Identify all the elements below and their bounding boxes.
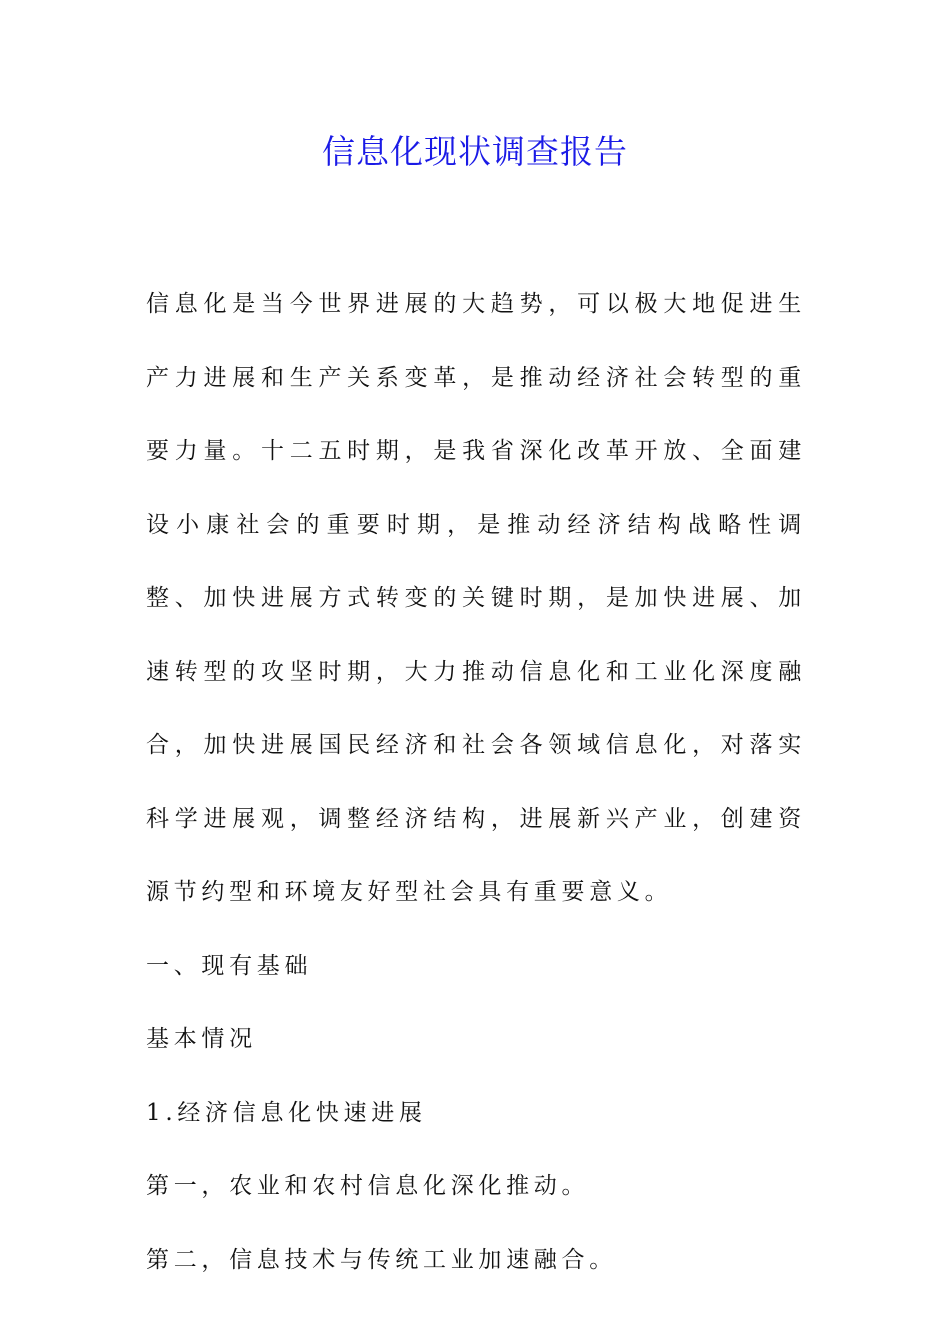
- point-line: 第一，农业和农村信息化深化推动。: [146, 1173, 590, 1199]
- section-heading: 一、现有基础: [146, 952, 313, 979]
- subsection-heading: 基本情况: [146, 1026, 257, 1052]
- document-title: 信息化现状调查报告: [322, 132, 628, 171]
- point-line: 第二，信息技术与传统工业加速融合。: [146, 1246, 617, 1273]
- item-heading: 1.经济信息化快速进展: [146, 1099, 427, 1126]
- document-body: [146, 268, 806, 1297]
- intro-paragraph: 信息化是当今世界进展的大趋势，可以极大地促进生产力进展和生产关系变革，是推动经济社会转型的重要力量。十二五时期，是我省深化改革开放、全面建设小康社会的重要时期，是推动经济结构战略性调整、加快进展方式转变的关键时期，是加快进展、加速转型的攻坚时期，大力推动信息化和工业化深度融合，加快进展国民经济和社会各领域信息化，对落实科学进展观，调整经济结构，进展新兴产业，创建资源节约型和环境友好型社会具有重要意义。: [146, 291, 806, 905]
